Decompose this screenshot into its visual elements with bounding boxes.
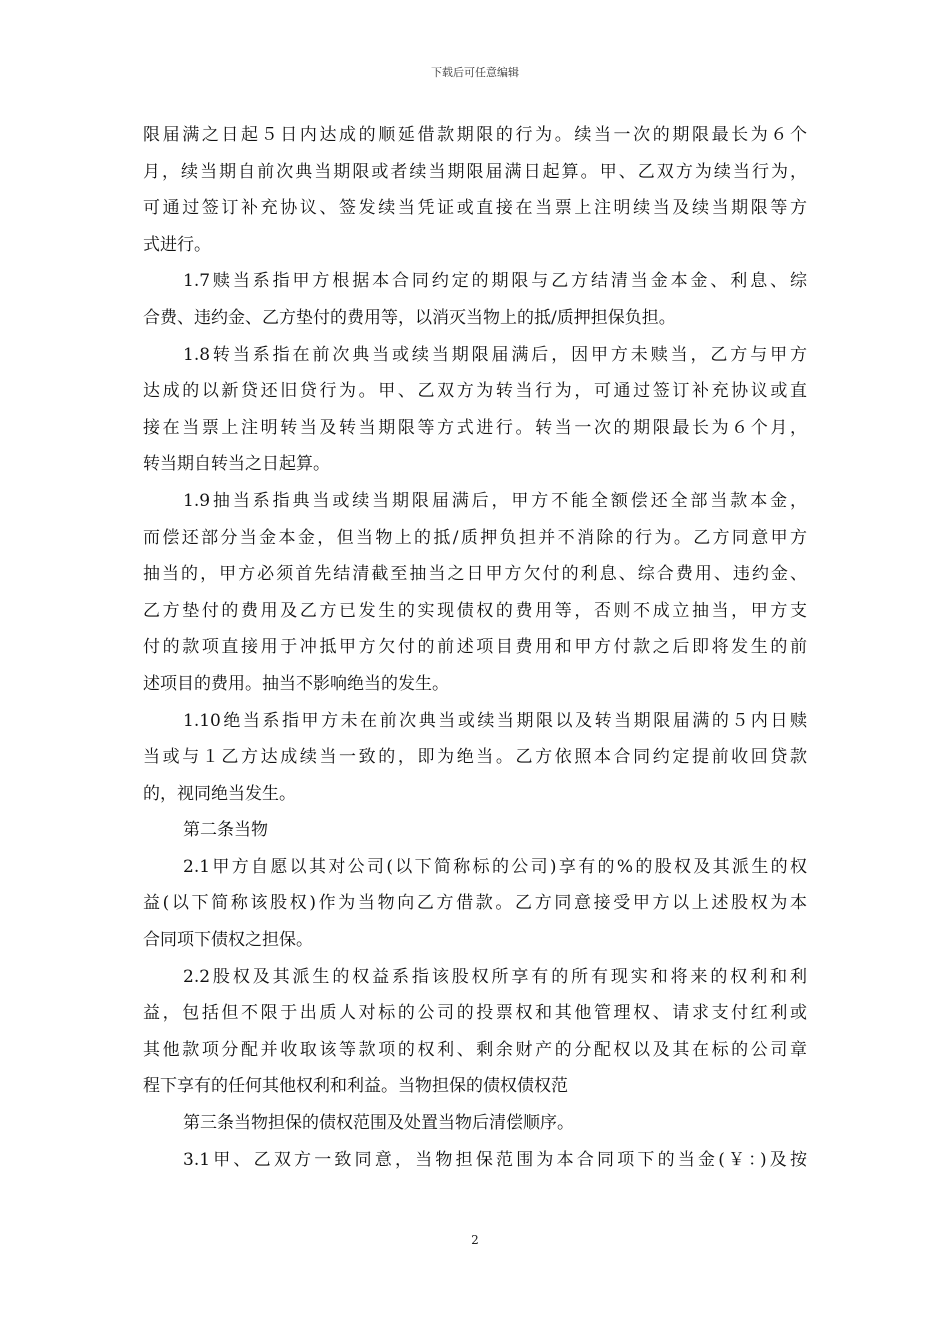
text-line: 式进行。 <box>143 234 211 255</box>
text-line: 1.7赎当系指甲方根据本合同约定的期限与乙方结清当金本金、利息、综 <box>183 271 807 292</box>
text-line: 付的款项直接用于冲抵甲方欠付的前述项目费用和甲方付款之后即将发生的前 <box>143 637 807 658</box>
text-line: 2.2股权及其派生的权益系指该股权所享有的所有现实和将来的权利和利 <box>183 966 807 987</box>
text-line: 3.1甲、乙双方一致同意，当物担保范围为本合同项下的当金(￥：)及按 <box>183 1149 807 1170</box>
text-line: 当或与１乙方达成续当一致的，即为绝当。乙方依照本合同约定提前收回贷款 <box>143 747 807 768</box>
text-line: 接在当票上注明转当及转当期限等方式进行。转当一次的期限最长为６个月， <box>143 417 807 438</box>
text-line: 达成的以新贷还旧贷行为。甲、乙双方为转当行为，可通过签订补充协议或直 <box>143 381 807 402</box>
text-line: 抽当的，甲方必须首先结清截至抽当之日甲方欠付的利息、综合费用、违约金、 <box>143 564 807 585</box>
page-number: 2 <box>471 1233 479 1247</box>
text-line: 月，续当期自前次典当期限或者续当期限届满日起算。甲、乙双方为续当行为， <box>143 161 807 182</box>
text-line: 1.10绝当系指甲方未在前次典当或续当期限以及转当期限届满的５内日赎 <box>183 710 807 731</box>
text-line: 1.8转当系指在前次典当或续当期限届满后，因甲方未赎当，乙方与甲方 <box>183 344 807 365</box>
text-line: 2.1甲方自愿以其对公司(以下简称标的公司)享有的%的股权及其派生的权 <box>183 856 807 877</box>
text-line: 转当期自转当之日起算。 <box>143 454 330 475</box>
text-line: 益，包括但不限于出质人对标的公司的投票权和其他管理权、请求支付红利或 <box>143 1003 807 1024</box>
text-line: 1.9抽当系指典当或续当期限届满后，甲方不能全额偿还全部当款本金， <box>183 490 807 511</box>
text-line: 其他款项分配并收取该等款项的权利、剩余财产的分配权以及其在标的公司章 <box>143 1039 807 1060</box>
page-header: 下载后可任意编辑 <box>431 66 519 79</box>
text-line: 可通过签订补充协议、签发续当凭证或直接在当票上注明续当及续当期限等方 <box>143 198 807 219</box>
text-line: 限届满之日起５日内达成的顺延借款期限的行为。续当一次的期限最长为６个 <box>143 125 807 145</box>
text-line: 乙方垫付的费用及乙方已发生的实现债权的费用等，否则不成立抽当，甲方支 <box>143 600 807 621</box>
document-body <box>143 117 807 1178</box>
text-line: 合费、违约金、乙方垫付的费用等，以消灭当物上的抵/质押担保负担。 <box>143 307 676 328</box>
text-line: 的，视同绝当发生。 <box>143 783 296 804</box>
text-line: 第二条当物 <box>183 820 268 841</box>
text-line: 益(以下简称该股权)作为当物向乙方借款。乙方同意接受甲方以上述股权为本 <box>143 893 807 914</box>
text-line: 合同项下债权之担保。 <box>143 930 313 951</box>
text-line: 而偿还部分当金本金，但当物上的抵/质押负担并不消除的行为。乙方同意甲方 <box>143 527 807 548</box>
text-line: 述项目的费用。抽当不影响绝当的发生。 <box>143 673 449 694</box>
text-line: 程下享有的任何其他权利和利益。当物担保的债权债权范 <box>143 1076 568 1097</box>
text-line: 第三条当物担保的债权范围及处置当物后清偿顺序。 <box>183 1113 574 1134</box>
